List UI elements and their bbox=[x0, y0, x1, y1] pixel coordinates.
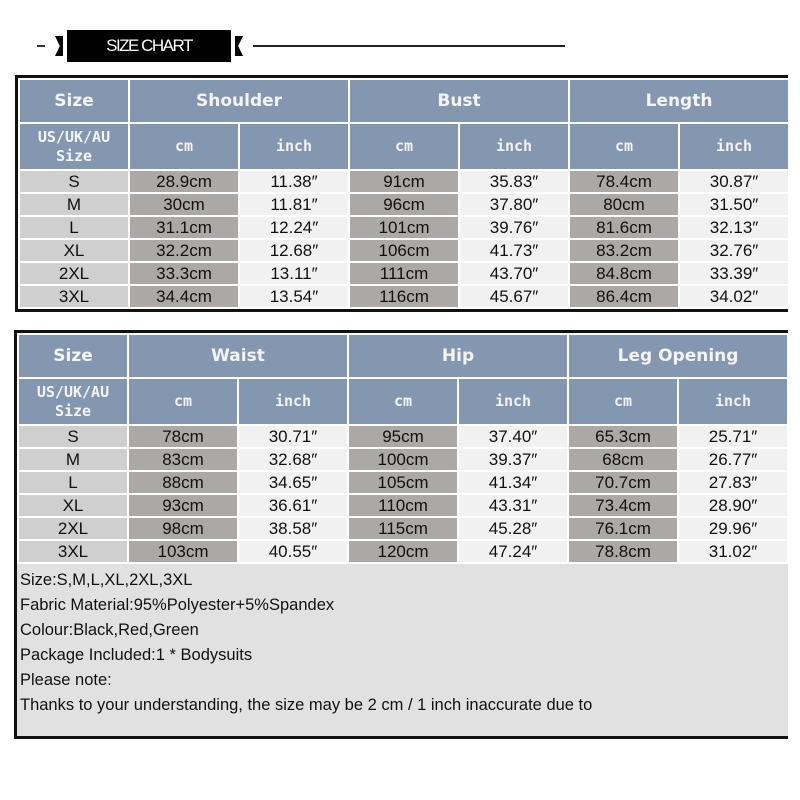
inch-cell: 33.39″ bbox=[679, 262, 789, 285]
group-header-row bbox=[19, 79, 789, 123]
size-cell: 3XL bbox=[19, 285, 129, 308]
inch-cell: 34.65″ bbox=[238, 471, 348, 494]
size-cell: M bbox=[18, 448, 128, 471]
table-row bbox=[19, 262, 789, 285]
table-row bbox=[19, 193, 789, 216]
size-header: Size bbox=[19, 79, 129, 123]
size-cell: S bbox=[18, 425, 128, 448]
group-header: Length bbox=[569, 79, 789, 123]
cm-cell: 31.1cm bbox=[129, 216, 239, 239]
cm-cell: 103cm bbox=[128, 540, 238, 563]
table-row bbox=[19, 170, 789, 193]
unit-cm-header: cm bbox=[568, 378, 678, 425]
inch-cell: 34.02″ bbox=[679, 285, 789, 308]
sub-size-header: US/UK/AU Size bbox=[19, 123, 129, 170]
cm-cell: 115cm bbox=[348, 517, 458, 540]
table-row bbox=[18, 471, 788, 494]
inch-cell: 45.28″ bbox=[458, 517, 568, 540]
inch-cell: 13.11″ bbox=[239, 262, 349, 285]
unit-inch-header: inch bbox=[459, 123, 569, 170]
note-line: Package Included:1 * Bodysuits bbox=[20, 646, 253, 664]
cm-cell: 100cm bbox=[348, 448, 458, 471]
group-header: Leg Opening bbox=[568, 334, 788, 378]
table-row bbox=[18, 425, 788, 448]
cm-cell: 32.2cm bbox=[129, 239, 239, 262]
cm-cell: 78cm bbox=[128, 425, 238, 448]
inch-cell: 11.81″ bbox=[239, 193, 349, 216]
header-dash bbox=[37, 45, 45, 47]
product-notes bbox=[17, 564, 788, 736]
inch-cell: 37.80″ bbox=[459, 193, 569, 216]
inch-cell: 30.71″ bbox=[238, 425, 348, 448]
cm-cell: 84.8cm bbox=[569, 262, 679, 285]
size-cell: 3XL bbox=[18, 540, 128, 563]
inch-cell: 39.76″ bbox=[459, 216, 569, 239]
size-cell: 2XL bbox=[19, 262, 129, 285]
note-line: Thanks to your understanding, the size may be 2 cm / 1 inch inaccurate due to bbox=[20, 696, 593, 714]
inch-cell: 13.54″ bbox=[239, 285, 349, 308]
note-line: Fabric Material:95%Polyester+5%Spandex bbox=[20, 596, 335, 614]
inch-cell: 36.61″ bbox=[238, 494, 348, 517]
group-header: Shoulder bbox=[129, 79, 349, 123]
inch-cell: 35.83″ bbox=[459, 170, 569, 193]
cm-cell: 78.8cm bbox=[568, 540, 678, 563]
cm-cell: 98cm bbox=[128, 517, 238, 540]
size-table-lower bbox=[14, 330, 788, 739]
inch-cell: 25.71″ bbox=[678, 425, 788, 448]
cm-cell: 80cm bbox=[569, 193, 679, 216]
note-line: Please note: bbox=[20, 671, 112, 689]
unit-header-row bbox=[18, 378, 788, 425]
unit-inch-header: inch bbox=[679, 123, 789, 170]
banner-title: SIZE CHART bbox=[106, 36, 192, 55]
cm-cell: 70.7cm bbox=[568, 471, 678, 494]
cm-cell: 105cm bbox=[348, 471, 458, 494]
header-divider bbox=[253, 45, 565, 47]
inch-cell: 47.24″ bbox=[458, 540, 568, 563]
note-line: Colour:Black,Red,Green bbox=[20, 621, 199, 639]
inch-cell: 40.55″ bbox=[238, 540, 348, 563]
cm-cell: 30cm bbox=[129, 193, 239, 216]
inch-cell: 12.68″ bbox=[239, 239, 349, 262]
cm-cell: 88cm bbox=[128, 471, 238, 494]
cm-cell: 116cm bbox=[349, 285, 459, 308]
size-cell: S bbox=[19, 170, 129, 193]
inch-cell: 28.90″ bbox=[678, 494, 788, 517]
unit-cm-header: cm bbox=[129, 123, 239, 170]
cm-cell: 95cm bbox=[348, 425, 458, 448]
inch-cell: 31.02″ bbox=[678, 540, 788, 563]
cm-cell: 120cm bbox=[348, 540, 458, 563]
unit-cm-header: cm bbox=[569, 123, 679, 170]
table-row bbox=[18, 494, 788, 517]
table-row bbox=[18, 540, 788, 563]
cm-cell: 78.4cm bbox=[569, 170, 679, 193]
unit-cm-header: cm bbox=[349, 123, 459, 170]
unit-cm-header: cm bbox=[128, 378, 238, 425]
unit-inch-header: inch bbox=[458, 378, 568, 425]
note-line: Size:S,M,L,XL,2XL,3XL bbox=[20, 571, 193, 589]
inch-cell: 11.38″ bbox=[239, 170, 349, 193]
size-table-grid bbox=[18, 78, 790, 309]
group-header: Waist bbox=[128, 334, 348, 378]
cm-cell: 81.6cm bbox=[569, 216, 679, 239]
size-table-lower-grid bbox=[17, 333, 788, 564]
group-header: Hip bbox=[348, 334, 568, 378]
inch-cell: 41.73″ bbox=[459, 239, 569, 262]
inch-cell: 31.50″ bbox=[679, 193, 789, 216]
cm-cell: 65.3cm bbox=[568, 425, 678, 448]
group-header-row bbox=[18, 334, 788, 378]
size-cell: XL bbox=[19, 239, 129, 262]
cm-cell: 73.4cm bbox=[568, 494, 678, 517]
inch-cell: 39.37″ bbox=[458, 448, 568, 471]
table-row bbox=[18, 517, 788, 540]
inch-cell: 27.83″ bbox=[678, 471, 788, 494]
cm-cell: 34.4cm bbox=[129, 285, 239, 308]
unit-inch-header: inch bbox=[239, 123, 349, 170]
unit-cm-header: cm bbox=[348, 378, 458, 425]
table-row bbox=[19, 239, 789, 262]
table-row bbox=[18, 448, 788, 471]
size-cell: 2XL bbox=[18, 517, 128, 540]
inch-cell: 32.68″ bbox=[238, 448, 348, 471]
unit-header-row bbox=[19, 123, 789, 170]
unit-inch-header: inch bbox=[238, 378, 348, 425]
size-cell: L bbox=[18, 471, 128, 494]
inch-cell: 30.87″ bbox=[679, 170, 789, 193]
inch-cell: 45.67″ bbox=[459, 285, 569, 308]
size-cell: XL bbox=[18, 494, 128, 517]
cm-cell: 96cm bbox=[349, 193, 459, 216]
cm-cell: 83.2cm bbox=[569, 239, 679, 262]
group-header: Bust bbox=[349, 79, 569, 123]
inch-cell: 12.24″ bbox=[239, 216, 349, 239]
cm-cell: 86.4cm bbox=[569, 285, 679, 308]
cm-cell: 28.9cm bbox=[129, 170, 239, 193]
size-table-upper bbox=[15, 75, 788, 312]
cm-cell: 68cm bbox=[568, 448, 678, 471]
cm-cell: 110cm bbox=[348, 494, 458, 517]
inch-cell: 32.13″ bbox=[679, 216, 789, 239]
table-row bbox=[19, 285, 789, 308]
size-header: Size bbox=[18, 334, 128, 378]
cm-cell: 76.1cm bbox=[568, 517, 678, 540]
cm-cell: 91cm bbox=[349, 170, 459, 193]
cm-cell: 101cm bbox=[349, 216, 459, 239]
cm-cell: 93cm bbox=[128, 494, 238, 517]
inch-cell: 37.40″ bbox=[458, 425, 568, 448]
size-cell: L bbox=[19, 216, 129, 239]
inch-cell: 41.34″ bbox=[458, 471, 568, 494]
cm-cell: 33.3cm bbox=[129, 262, 239, 285]
cm-cell: 111cm bbox=[349, 262, 459, 285]
inch-cell: 38.58″ bbox=[238, 517, 348, 540]
inch-cell: 32.76″ bbox=[679, 239, 789, 262]
inch-cell: 29.96″ bbox=[678, 517, 788, 540]
sub-size-header: US/UK/AU Size bbox=[18, 378, 128, 425]
size-chart-banner bbox=[67, 30, 231, 62]
size-table-grid bbox=[17, 333, 789, 564]
table-row bbox=[19, 216, 789, 239]
unit-inch-header: inch bbox=[678, 378, 788, 425]
inch-cell: 26.77″ bbox=[678, 448, 788, 471]
size-cell: M bbox=[19, 193, 129, 216]
inch-cell: 43.31″ bbox=[458, 494, 568, 517]
inch-cell: 43.70″ bbox=[459, 262, 569, 285]
cm-cell: 106cm bbox=[349, 239, 459, 262]
cm-cell: 83cm bbox=[128, 448, 238, 471]
